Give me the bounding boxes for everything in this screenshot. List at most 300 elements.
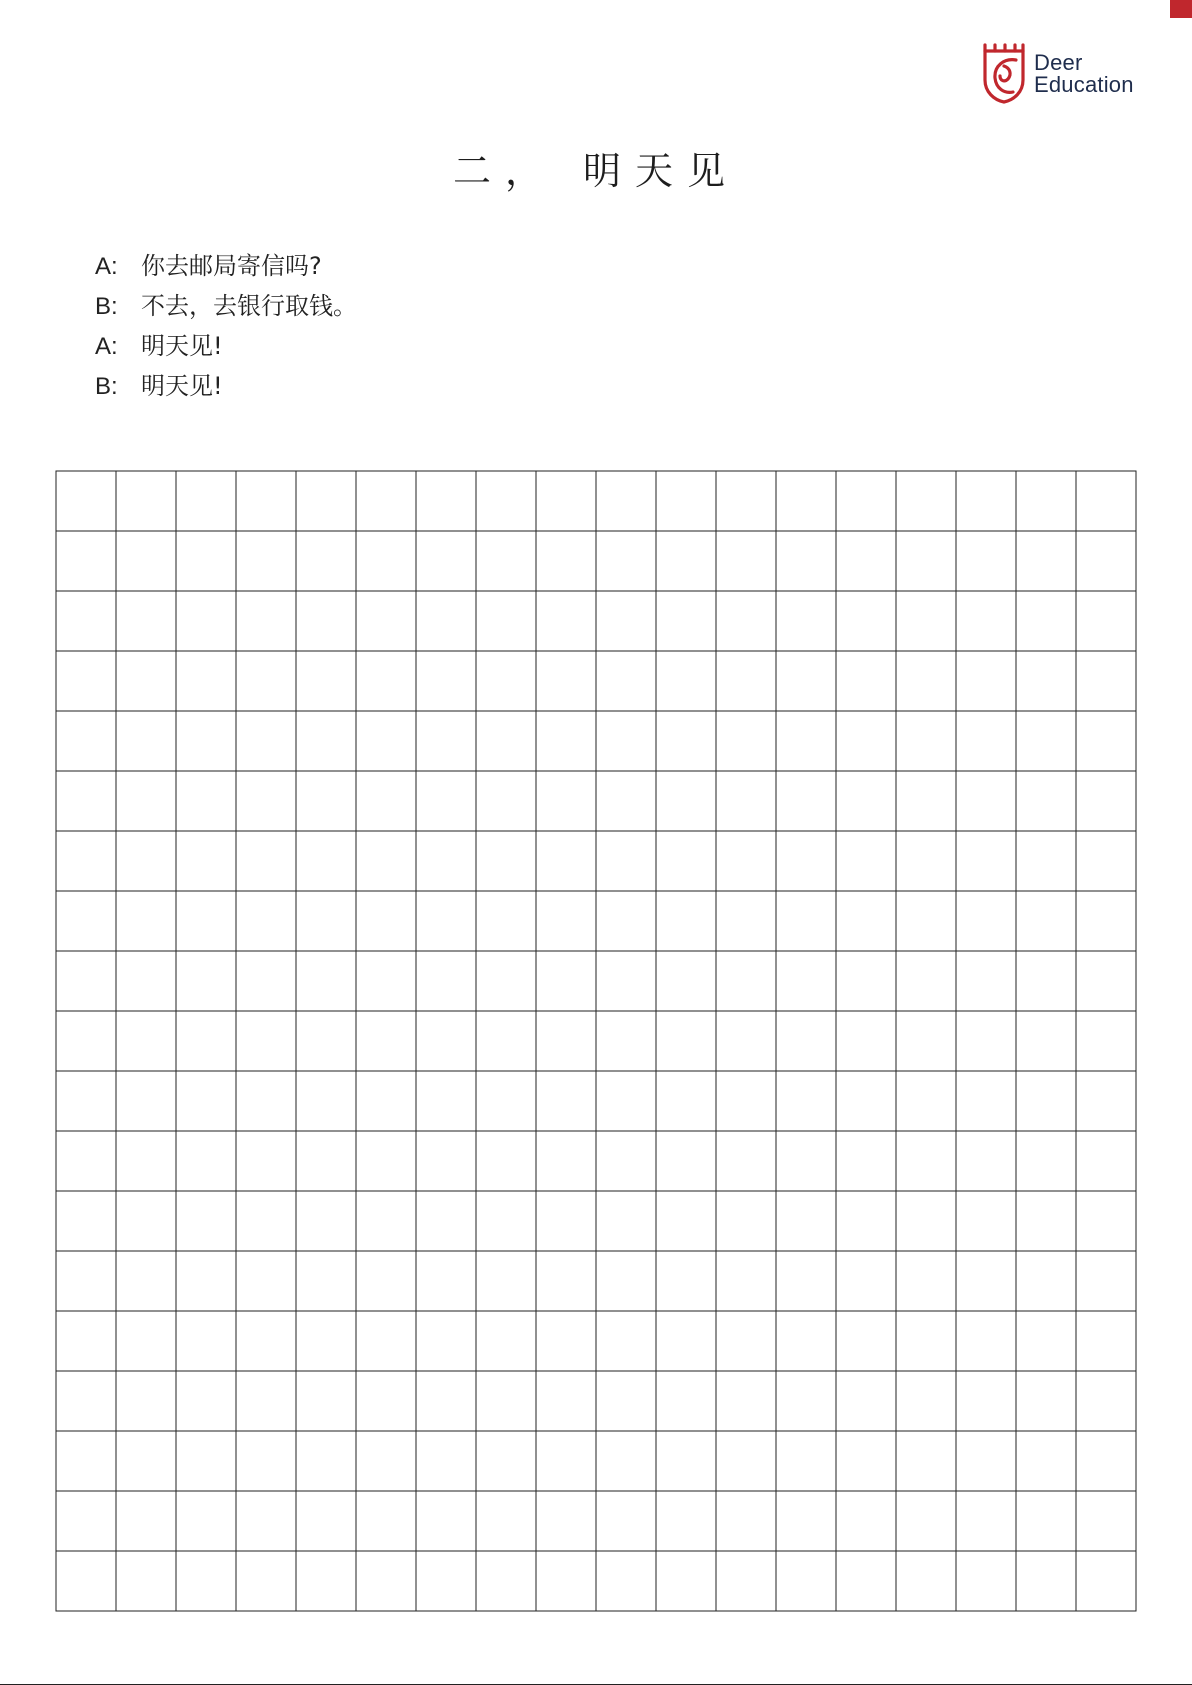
grid-cell [596,1191,656,1251]
grid-cell [1076,1311,1136,1371]
grid-cell [476,711,536,771]
grid-cell [716,891,776,951]
brand-name-line2: Education [1034,72,1134,97]
grid-cell [116,1251,176,1311]
grid-cell [116,771,176,831]
grid-cell [716,1311,776,1371]
grid-cell [296,531,356,591]
grid-cell [1076,831,1136,891]
grid-cell [356,1311,416,1371]
grid-cell [896,1131,956,1191]
grid-cell [116,891,176,951]
grid-cell [596,651,656,711]
grid-cell [956,1251,1016,1311]
grid-cell [896,1071,956,1131]
grid-cell [956,951,1016,1011]
grid-cell [1076,1551,1136,1611]
grid-cell [56,771,116,831]
grid-cell [656,591,716,651]
grid-cell [416,471,476,531]
grid-cell [596,1491,656,1551]
grid-cell [296,1431,356,1491]
grid-cell [356,1491,416,1551]
grid-cell [116,1371,176,1431]
grid-cell [116,1551,176,1611]
grid-cell [896,1491,956,1551]
grid-cell [356,891,416,951]
grid-cell [596,1071,656,1131]
grid-cell [1016,831,1076,891]
grid-cell [656,1551,716,1611]
grid-cell [116,831,176,891]
grid-cell [236,651,296,711]
grid-cell [956,531,1016,591]
grid-cell [716,591,776,651]
grid-cell [356,591,416,651]
grid-cell [656,531,716,591]
grid-cell [1076,531,1136,591]
grid-cell [836,471,896,531]
grid-cell [296,1191,356,1251]
grid-cell [716,1431,776,1491]
grid-cell [836,1311,896,1371]
grid-cell [776,831,836,891]
grid-cell [1076,1131,1136,1191]
grid-cell [776,711,836,771]
grid-cell [536,591,596,651]
grid-cell [716,831,776,891]
grid-cell [296,711,356,771]
dialogue-text: 明天见! [141,332,223,360]
deer-education-logo [982,40,1152,106]
grid-cell [56,1071,116,1131]
grid-cell [56,891,116,951]
grid-cell [236,831,296,891]
grid-cell [836,531,896,591]
grid-cell [836,1131,896,1191]
grid-cell [356,531,416,591]
dialogue-text: 不去，去银行取钱。 [141,292,357,320]
grid-cell [836,651,896,711]
grid-cell [236,1551,296,1611]
grid-cell [1016,531,1076,591]
grid-cell [656,831,716,891]
grid-cell [836,1431,896,1491]
grid-cell [296,1011,356,1071]
grid-cell [416,1131,476,1191]
grid-cell [1076,951,1136,1011]
grid-cell [236,771,296,831]
grid-cell [476,1251,536,1311]
grid-cell [56,711,116,771]
grid-cell [1076,1251,1136,1311]
grid-cell [956,1191,1016,1251]
grid-cell [476,771,536,831]
grid-cell [356,1371,416,1431]
grid-cell [176,591,236,651]
grid-cell [296,951,356,1011]
grid-cell [236,471,296,531]
grid-cell [596,1431,656,1491]
grid-cell [596,1251,656,1311]
grid-cell [416,831,476,891]
dialogue-line [95,286,357,326]
grid-cell [476,1551,536,1611]
grid-cell [836,771,896,831]
grid-cell [236,1371,296,1431]
dialogue-text: 明天见! [141,372,223,400]
grid-cell [176,1251,236,1311]
grid-cell [1076,651,1136,711]
grid-cell [596,891,656,951]
grid-cell [656,1371,716,1431]
grid-cell [356,1011,416,1071]
grid-cell [536,1311,596,1371]
grid-cell [176,771,236,831]
grid-cell [896,1191,956,1251]
grid-cell [476,951,536,1011]
grid-cell [416,1371,476,1431]
grid-cell [56,1131,116,1191]
grid-cell [1016,1311,1076,1371]
grid-cell [596,1311,656,1371]
grid-cell [716,1491,776,1551]
grid-cell [536,651,596,711]
grid-cell [656,1491,716,1551]
grid-cell [956,651,1016,711]
grid-cell [56,1371,116,1431]
grid-cell [1016,1011,1076,1071]
grid-cell [536,1251,596,1311]
grid-cell [476,1431,536,1491]
grid-cell [776,1491,836,1551]
grid-cell [836,1071,896,1131]
grid-cell [296,1251,356,1311]
grid-cell [896,651,956,711]
grid-cell [236,711,296,771]
grid-cell [56,1311,116,1371]
grid-cell [656,711,716,771]
grid-cell [956,1371,1016,1431]
grid-cell [476,1191,536,1251]
grid-cell [956,771,1016,831]
grid-cell [896,711,956,771]
grid-cell [176,531,236,591]
grid-cell [296,471,356,531]
grid-cell [536,951,596,1011]
grid-cell [956,591,1016,651]
grid-cell [176,831,236,891]
grid-cell [176,471,236,531]
grid-cell [1016,1131,1076,1191]
grid-cell [776,1251,836,1311]
grid-cell [356,1431,416,1491]
grid-cell [536,1131,596,1191]
grid-cell [116,711,176,771]
grid-cell [236,1491,296,1551]
grid-cell [416,951,476,1011]
grid-cell [896,1251,956,1311]
grid-cell [956,831,1016,891]
grid-cell [536,1431,596,1491]
grid-cell [656,1311,716,1371]
grid-cell [116,951,176,1011]
grid-cell [176,951,236,1011]
grid-cell [1076,1371,1136,1431]
grid-cell [416,531,476,591]
grid-cell [476,1071,536,1131]
grid-cell [656,1011,716,1071]
grid-cell [1076,1011,1136,1071]
grid-cell [1016,1371,1076,1431]
grid-cell [536,1011,596,1071]
grid-cell [476,1131,536,1191]
grid-cell [596,771,656,831]
grid-cell [896,1431,956,1491]
grid-cell [956,1011,1016,1071]
grid-cell [116,1071,176,1131]
grid-cell [716,951,776,1011]
grid-cell [716,1131,776,1191]
grid-cell [956,1491,1016,1551]
grid-cell [596,1371,656,1431]
grid-cell [776,531,836,591]
grid-cell [416,1491,476,1551]
grid-cell [656,1191,716,1251]
grid-cell [236,1251,296,1311]
grid-cell [836,891,896,951]
grid-cell [236,951,296,1011]
grid-cell [596,1131,656,1191]
grid-cell [776,651,836,711]
grid-cell [716,771,776,831]
grid-cell [176,891,236,951]
grid-cell [896,951,956,1011]
grid-cell [1076,1431,1136,1491]
dialogue-line [95,366,357,406]
grid-cell [536,711,596,771]
dialogue-line [95,246,357,286]
grid-cell [116,1011,176,1071]
grid-cell [716,1011,776,1071]
grid-cell [296,831,356,891]
grid-cell [356,951,416,1011]
grid-cell [56,1551,116,1611]
grid-cell [116,591,176,651]
grid-cell [116,1191,176,1251]
grid-cell [716,1551,776,1611]
grid-cell [236,891,296,951]
grid-cell [776,1131,836,1191]
grid-cell [236,591,296,651]
grid-cell [656,951,716,1011]
grid-cell [1076,891,1136,951]
grid-cell [236,1131,296,1191]
grid-cell [836,591,896,651]
grid-cell [56,1011,116,1071]
grid-cell [596,471,656,531]
brand-wordmark [1034,52,1134,96]
grid-cell [596,1551,656,1611]
grid-cell [416,1191,476,1251]
grid-cell [56,531,116,591]
dialogue-line [95,326,357,366]
grid-cell [416,1431,476,1491]
grid-cell [836,1011,896,1071]
grid-cell [656,1431,716,1491]
grid-cell [296,771,356,831]
grid-cell [776,591,836,651]
grid-cell [836,1191,896,1251]
writing-practice-grid [55,470,1137,1612]
grid-cell [596,951,656,1011]
grid-cell [776,1551,836,1611]
grid-cell [656,471,716,531]
grid-cell [896,471,956,531]
grid-cell [896,831,956,891]
grid-cell [56,1491,116,1551]
grid-cell [116,651,176,711]
grid-cell [536,471,596,531]
grid-cell [776,1011,836,1071]
grid-cell [56,1251,116,1311]
grid-cell [776,1191,836,1251]
grid-cell [1076,771,1136,831]
dialogue-list [95,246,357,406]
grid-cell [896,891,956,951]
grid-cell [116,1311,176,1371]
grid-cell [956,711,1016,771]
grid-cell [116,471,176,531]
grid-cell [836,1251,896,1311]
grid-cell [176,711,236,771]
grid-cell [356,471,416,531]
grid-cell [176,1371,236,1431]
grid-cell [296,1371,356,1431]
grid-cell [356,831,416,891]
grid-cell [236,531,296,591]
grid-cell [356,771,416,831]
grid-cell [416,591,476,651]
grid-cell [1016,711,1076,771]
grid-cell [1016,951,1076,1011]
grid-cell [56,1431,116,1491]
grid-cell [896,771,956,831]
grid-cell [956,1071,1016,1131]
grid-cell [56,471,116,531]
grid-cell [56,831,116,891]
grid-cell [536,1191,596,1251]
grid-cell [416,1551,476,1611]
grid-cell [1076,591,1136,651]
grid-cell [716,1251,776,1311]
grid-cell [776,891,836,951]
grid-cell [176,1431,236,1491]
grid-cell [716,1071,776,1131]
grid-cell [296,891,356,951]
grid-cell [416,1011,476,1071]
grid-cell [776,1311,836,1371]
grid-cell [1076,1491,1136,1551]
grid-cell [476,591,536,651]
grid-cell [836,711,896,771]
speaker-label: B: [95,293,118,320]
grid-cell [1076,1191,1136,1251]
grid-cell [596,1011,656,1071]
grid-cell [116,531,176,591]
grid-cell [1016,471,1076,531]
grid-cell [896,1551,956,1611]
grid-cell [656,891,716,951]
grid-cell [236,1011,296,1071]
grid-cell [896,1011,956,1071]
grid-cell [536,1371,596,1431]
grid-cell [596,831,656,891]
grid-cell [296,1551,356,1611]
grid-cell [356,1551,416,1611]
grid-cell [1016,651,1076,711]
grid-cell [1016,771,1076,831]
grid-cell [956,1311,1016,1371]
grid-cell [176,1131,236,1191]
grid-cell [956,1551,1016,1611]
grid-cell [956,471,1016,531]
grid-cell [116,1491,176,1551]
grid-cell [1016,1491,1076,1551]
grid-cell [176,1551,236,1611]
grid-cell [476,471,536,531]
grid-cell [356,1071,416,1131]
grid-cell [656,771,716,831]
grid-cell [356,1191,416,1251]
grid-cell [956,891,1016,951]
grid-cell [56,651,116,711]
grid-cell [1016,1251,1076,1311]
speaker-label: A: [95,333,118,360]
corner-accent-mark [1170,0,1192,18]
grid-cell [1076,1071,1136,1131]
grid-cell [1016,1191,1076,1251]
grid-cell [236,1191,296,1251]
grid-cell [56,1191,116,1251]
grid-cell [896,1311,956,1371]
grid-cell [176,1491,236,1551]
speaker-label: A: [95,253,118,280]
grid-cell [536,1551,596,1611]
grid-cell [176,1191,236,1251]
grid-cell [536,831,596,891]
grid-cell [956,1131,1016,1191]
grid-cell [536,1491,596,1551]
grid-cell [476,651,536,711]
grid-cell [716,651,776,711]
deer-shield-icon [982,42,1026,104]
grid-cell [116,1131,176,1191]
grid-cell [956,1431,1016,1491]
grid-cell [776,1431,836,1491]
grid-cell [296,1491,356,1551]
grid-cell [356,711,416,771]
grid-cell [536,891,596,951]
grid-cell [476,531,536,591]
grid-cell [716,1371,776,1431]
grid-cell [416,891,476,951]
grid-cell [176,651,236,711]
grid-cell [716,1191,776,1251]
grid-cell [1016,1071,1076,1131]
brand-name-line1: Deer [1034,50,1083,75]
grid-cell [176,1311,236,1371]
